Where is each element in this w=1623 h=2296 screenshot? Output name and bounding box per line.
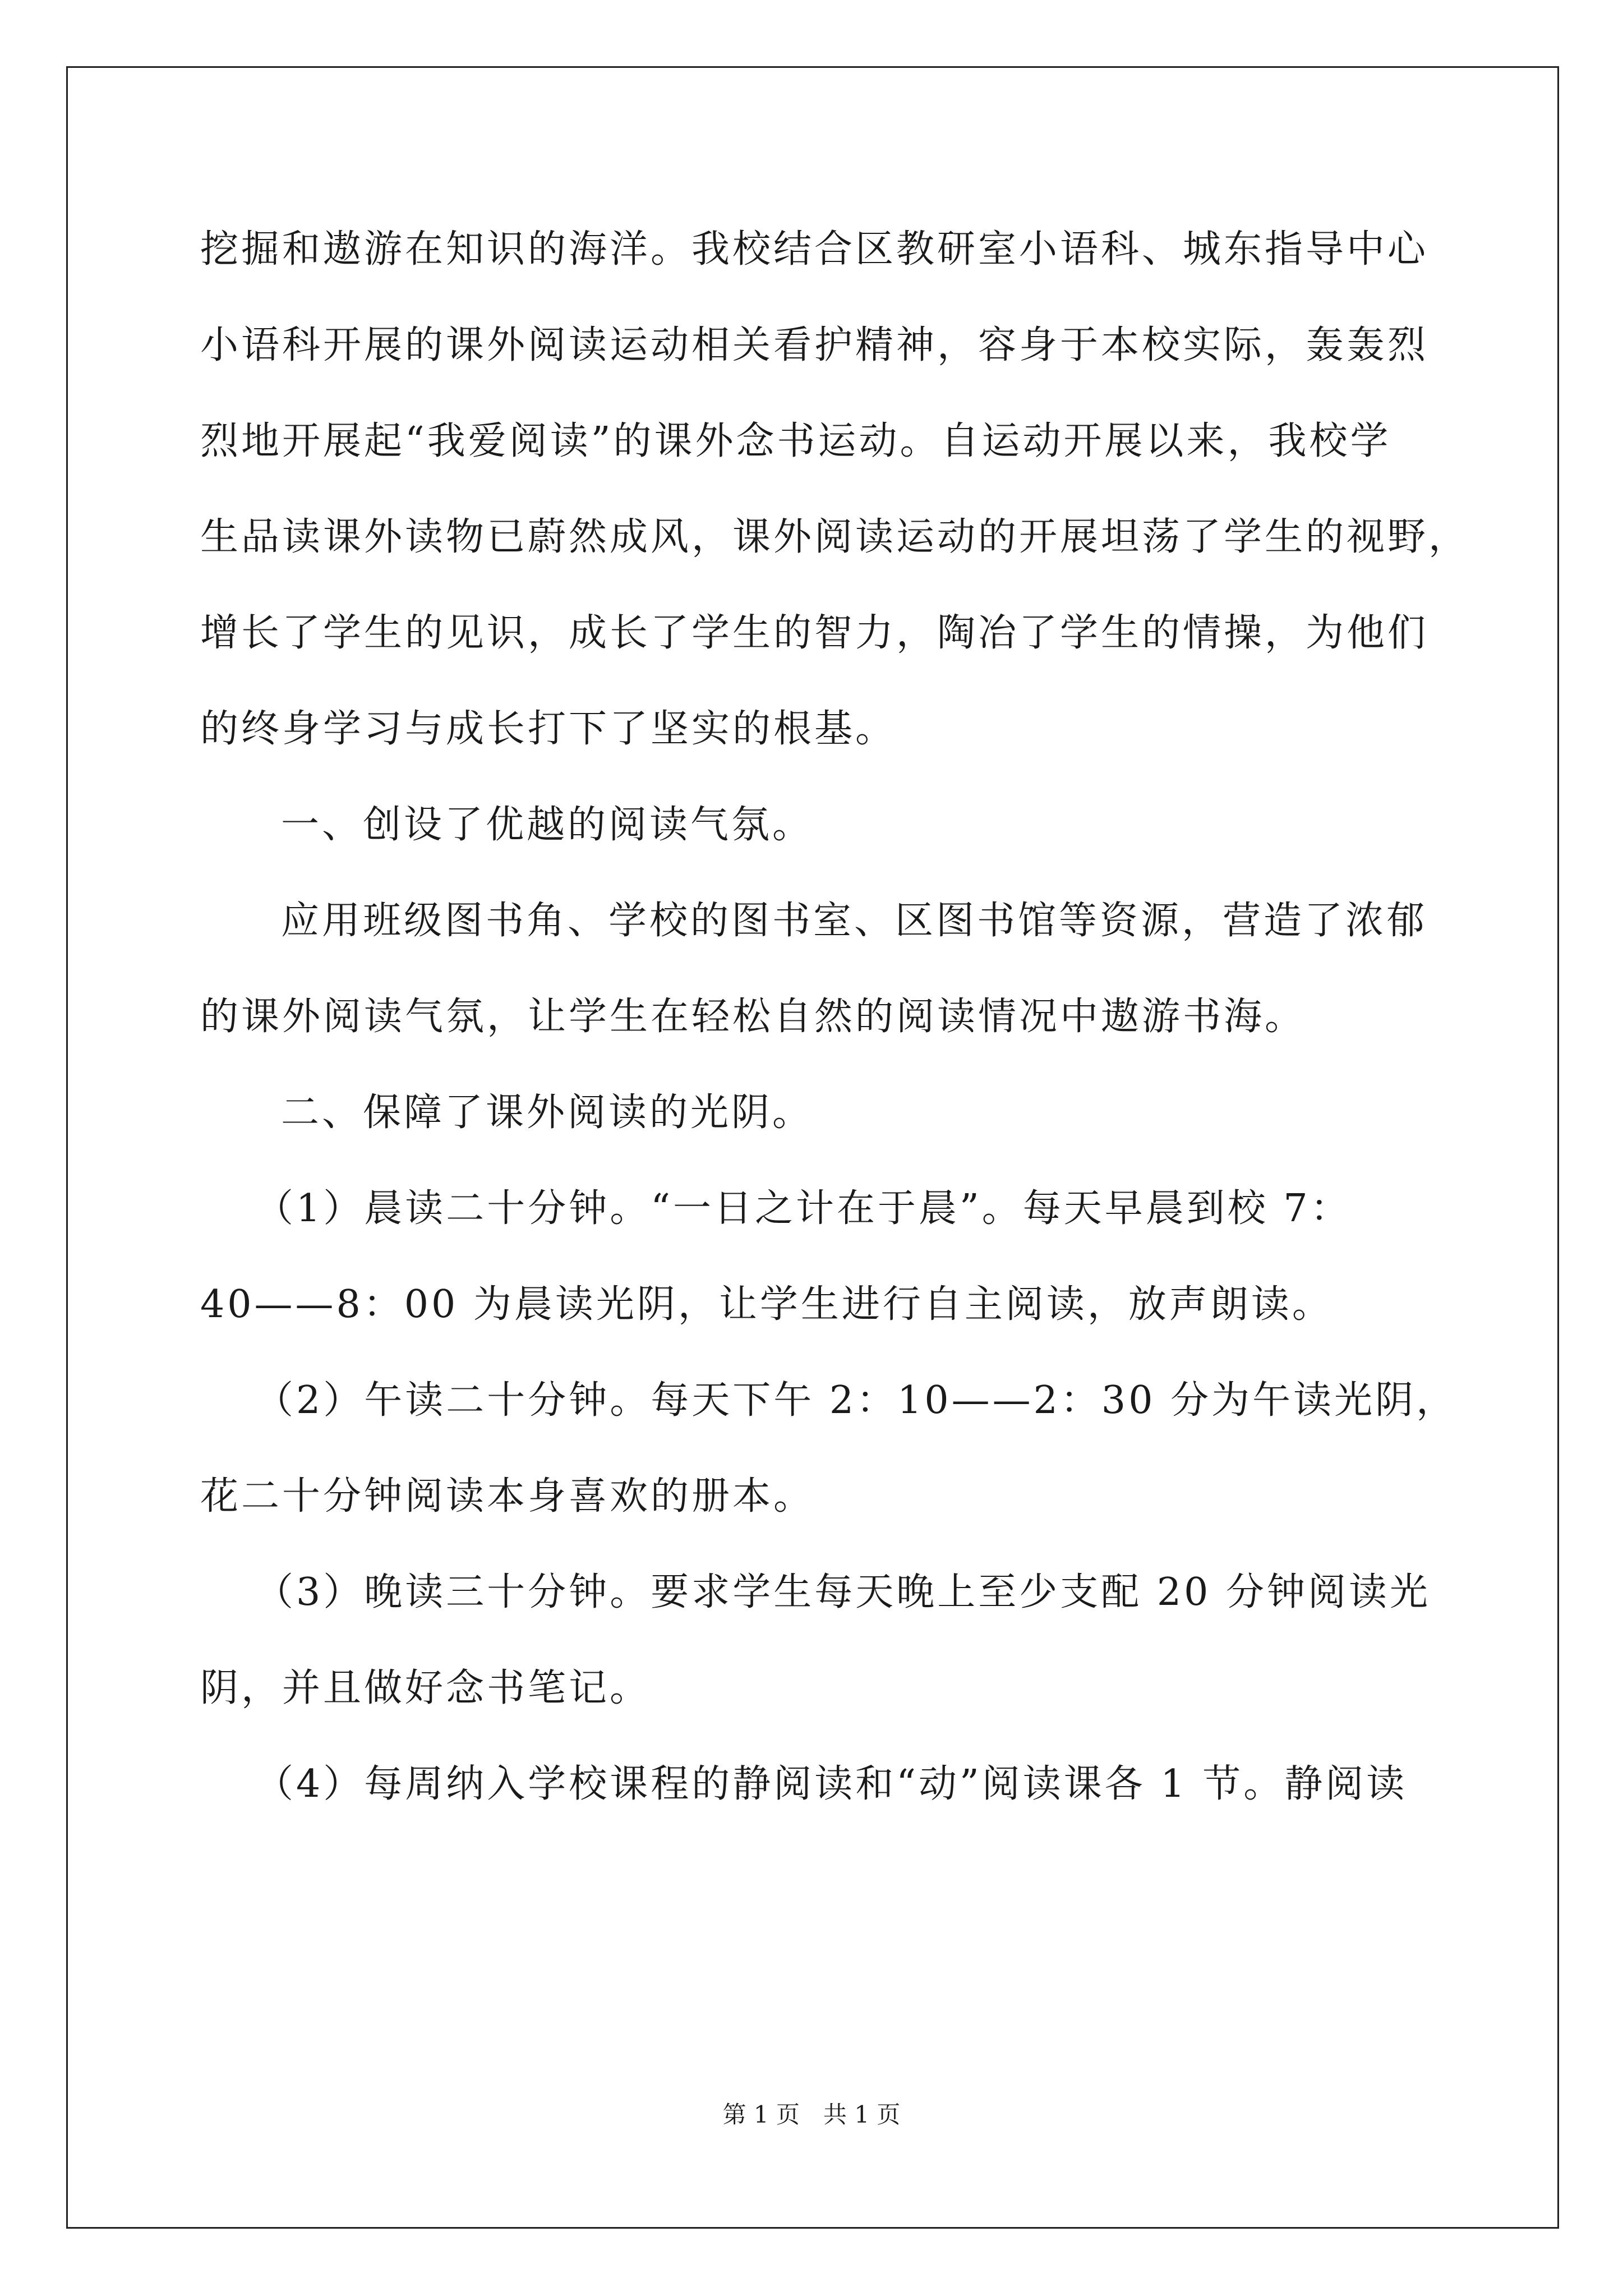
section-heading-2: 二、保障了课外阅读的光阴。 xyxy=(281,1091,814,1135)
text-line-5: 增长了学生的见识，成长了学生的智力，陶冶了学生的情操，为他们 xyxy=(200,611,1429,655)
text-line-8: 应用班级图书角、学校的图书室、区图书馆等资源，营造了浓郁 xyxy=(281,899,1428,943)
text-line-16: 阴，并且做好念书笔记。 xyxy=(200,1666,651,1710)
page-border xyxy=(66,66,1559,2229)
text-line-1: 挖掘和遨游在知识的海洋。我校结合区教研室小语科、城东指导中心 xyxy=(200,227,1429,272)
text-line-11: （1）晨读二十分钟。“一日之计在于晨”。每天早晨到校 7： xyxy=(255,1186,1352,1231)
text-line-9: 的课外阅读气氛，让学生在轻松自然的阅读情况中遨游书海。 xyxy=(200,995,1306,1039)
text-line-2: 小语科开展的课外阅读运动相关看护精神，容身于本校实际，轰轰烈 xyxy=(200,323,1429,367)
text-line-12: 40——8：00 为晨读光阴，让学生进行自主阅读，放声朗读。 xyxy=(200,1282,1333,1327)
text-line-13: （2）午读二十分钟。每天下午 2：10——2：30 分为午读光阴， xyxy=(255,1378,1458,1423)
text-line-15: （3）晚读三十分钟。要求学生每天晚上至少支配 20 分钟阅读光 xyxy=(255,1570,1431,1614)
text-line-14: 花二十分钟阅读本身喜欢的册本。 xyxy=(200,1474,815,1519)
text-line-4: 生品读课外读物已蔚然成风，课外阅读运动的开展坦荡了学生的视野， xyxy=(200,515,1470,559)
text-line-6: 的终身学习与成长打下了坚实的根基。 xyxy=(200,707,897,751)
text-line-17: （4）每周纳入学校课程的静阅读和“动”阅读课各 1 节。静阅读 xyxy=(255,1762,1408,1806)
section-heading-1: 一、创设了优越的阅读气氛。 xyxy=(281,803,814,847)
page-number-footer: 第 1 页 共 1 页 xyxy=(722,2101,901,2128)
text-line-3: 烈地开展起“我爱阅读”的课外念书运动。自运动开展以来，我校学 xyxy=(200,419,1391,463)
